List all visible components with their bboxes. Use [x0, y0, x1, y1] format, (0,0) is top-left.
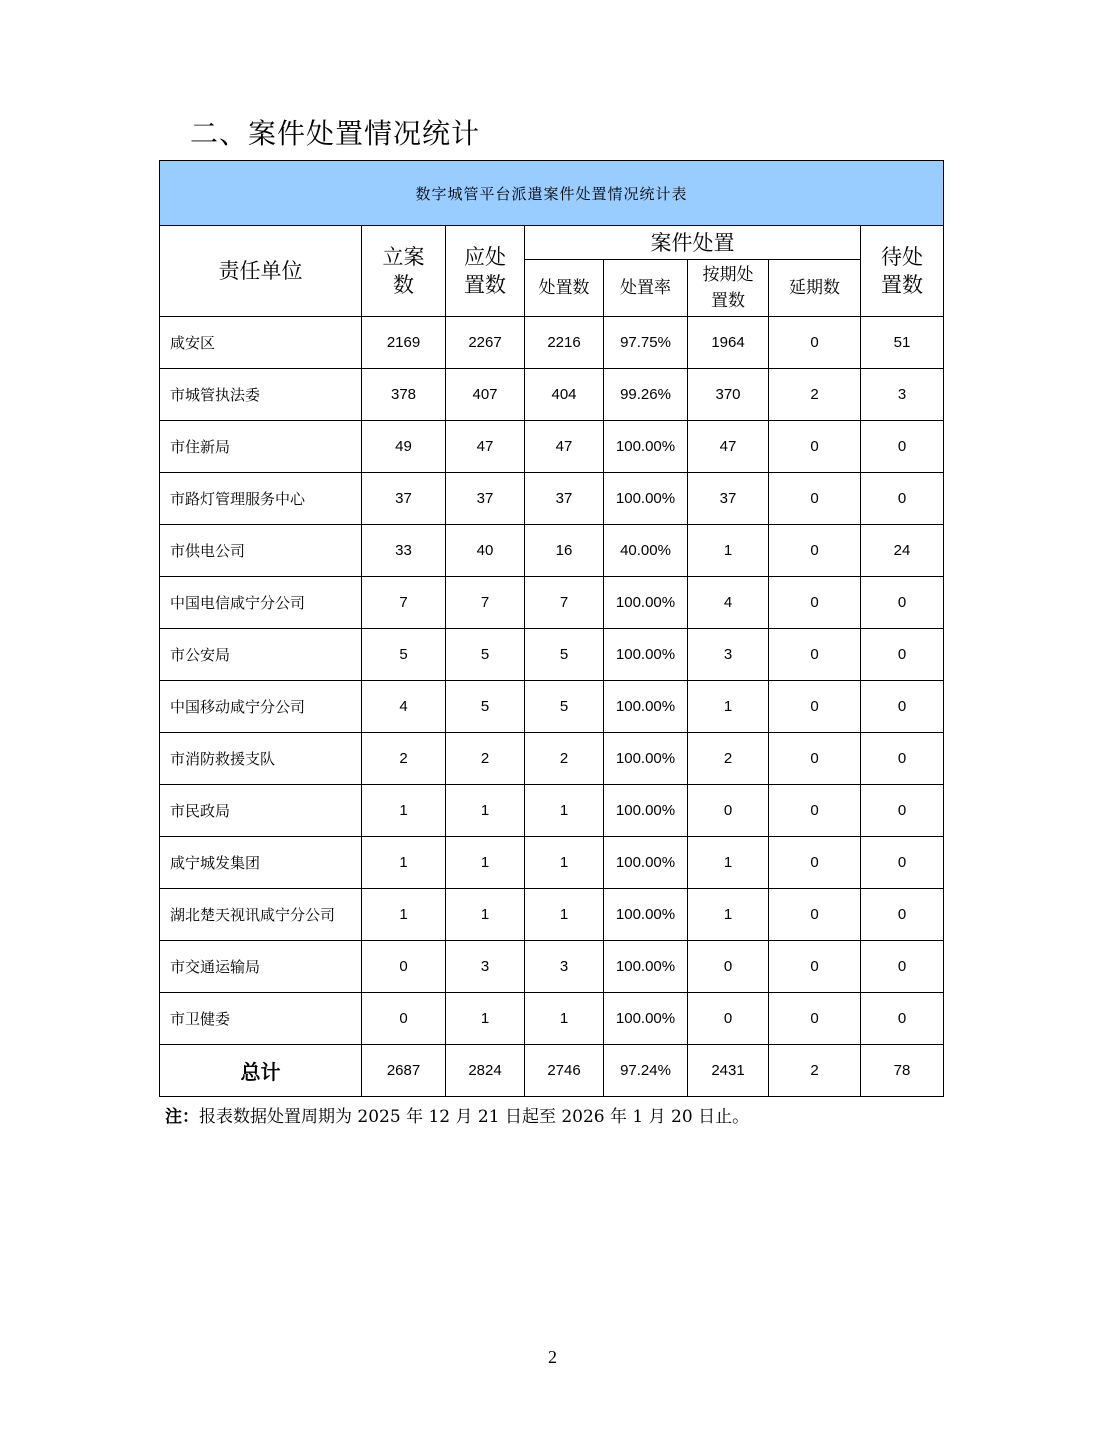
cell-rate: 100.00%: [604, 733, 688, 785]
cell-unit: 咸安区: [160, 317, 362, 369]
cell-disposed: 404: [525, 369, 604, 421]
table-row: [160, 785, 944, 837]
cell-delayed: 0: [769, 993, 861, 1045]
cell-ontime: 0: [688, 993, 769, 1045]
cell-due: 37: [446, 473, 525, 525]
cell-filed: 7: [362, 577, 446, 629]
cell-pending: 0: [861, 629, 944, 681]
cell-ontime: 1: [688, 681, 769, 733]
cell-rate: 100.00%: [604, 993, 688, 1045]
cell-delayed: 0: [769, 733, 861, 785]
cell-pending: 0: [861, 837, 944, 889]
cell-unit: 市供电公司: [160, 525, 362, 577]
cell-filed: 4: [362, 681, 446, 733]
header-due: 应处置数: [446, 226, 525, 317]
cell-disposed: 1: [525, 889, 604, 941]
cell-unit: 中国移动咸宁分公司: [160, 681, 362, 733]
cell-unit: 市交通运输局: [160, 941, 362, 993]
cell-pending: 0: [861, 941, 944, 993]
cell-disposed: 5: [525, 681, 604, 733]
cell-pending: 0: [861, 473, 944, 525]
page-number: 2: [548, 1347, 557, 1367]
cell-filed: 33: [362, 525, 446, 577]
cell-disposed: 2746: [525, 1045, 604, 1097]
table-row: [160, 941, 944, 993]
cell-delayed: 0: [769, 681, 861, 733]
cell-ontime: 47: [688, 421, 769, 473]
header-ontime: 按期处置数: [688, 260, 769, 317]
cell-due: 1: [446, 785, 525, 837]
cell-ontime: 1: [688, 889, 769, 941]
cell-pending: 24: [861, 525, 944, 577]
cell-ontime: 2431: [688, 1045, 769, 1097]
cell-pending: 0: [861, 577, 944, 629]
cell-delayed: 0: [769, 837, 861, 889]
table-row: [160, 473, 944, 525]
cell-ontime: 37: [688, 473, 769, 525]
cell-pending: 0: [861, 889, 944, 941]
cell-due: 1: [446, 993, 525, 1045]
header-disposed: 处置数: [525, 260, 604, 317]
cell-due: 5: [446, 681, 525, 733]
cell-delayed: 0: [769, 889, 861, 941]
cell-due: 2824: [446, 1045, 525, 1097]
cell-due: 47: [446, 421, 525, 473]
cell-delayed: 0: [769, 473, 861, 525]
table-body: [160, 317, 944, 1097]
cell-disposed: 1: [525, 993, 604, 1045]
cell-unit: 市民政局: [160, 785, 362, 837]
cell-due: 407: [446, 369, 525, 421]
cell-due: 5: [446, 629, 525, 681]
cell-disposed: 47: [525, 421, 604, 473]
cell-unit: 总计: [160, 1045, 362, 1097]
cell-pending: 0: [861, 993, 944, 1045]
cell-disposed: 7: [525, 577, 604, 629]
cell-disposed: 2: [525, 733, 604, 785]
cell-rate: 100.00%: [604, 889, 688, 941]
cell-due: 3: [446, 941, 525, 993]
cell-filed: 49: [362, 421, 446, 473]
cell-ontime: 1: [688, 837, 769, 889]
cell-filed: 2: [362, 733, 446, 785]
header-filed: 立案数: [362, 226, 446, 317]
cell-pending: 51: [861, 317, 944, 369]
cell-delayed: 0: [769, 577, 861, 629]
cell-rate: 100.00%: [604, 473, 688, 525]
table-row: [160, 733, 944, 785]
cell-filed: 2687: [362, 1045, 446, 1097]
cell-rate: 100.00%: [604, 577, 688, 629]
cell-disposed: 3: [525, 941, 604, 993]
cell-disposed: 37: [525, 473, 604, 525]
cell-unit: 市公安局: [160, 629, 362, 681]
cell-pending: 0: [861, 681, 944, 733]
cell-unit: 中国电信咸宁分公司: [160, 577, 362, 629]
header-disposal-group: 案件处置: [525, 226, 861, 260]
cell-delayed: 0: [769, 421, 861, 473]
cell-rate: 97.75%: [604, 317, 688, 369]
cell-filed: 0: [362, 993, 446, 1045]
cell-delayed: 0: [769, 317, 861, 369]
cell-unit: 市住新局: [160, 421, 362, 473]
cell-pending: 3: [861, 369, 944, 421]
cell-due: 40: [446, 525, 525, 577]
cell-pending: 78: [861, 1045, 944, 1097]
cell-ontime: 1: [688, 525, 769, 577]
table-row: [160, 837, 944, 889]
cell-unit: 市消防救援支队: [160, 733, 362, 785]
cell-due: 2267: [446, 317, 525, 369]
header-rate: 处置率: [604, 260, 688, 317]
cell-pending: 0: [861, 785, 944, 837]
cell-filed: 1: [362, 837, 446, 889]
footnote-text: 报表数据处置周期为 2025 年 12 月 21 日起至 2026 年 1 月 20 日止。: [199, 1107, 750, 1127]
table-row: [160, 993, 944, 1045]
cell-filed: 0: [362, 941, 446, 993]
table-row: [160, 889, 944, 941]
cell-rate: 100.00%: [604, 421, 688, 473]
cell-unit: 市卫健委: [160, 993, 362, 1045]
cell-due: 1: [446, 889, 525, 941]
header-unit: 责任单位: [160, 226, 362, 317]
table-row: [160, 577, 944, 629]
cell-pending: 0: [861, 421, 944, 473]
cell-ontime: 3: [688, 629, 769, 681]
cell-filed: 1: [362, 785, 446, 837]
cell-delayed: 0: [769, 629, 861, 681]
cell-unit: 市城管执法委: [160, 369, 362, 421]
cell-delayed: 2: [769, 1045, 861, 1097]
cell-rate: 100.00%: [604, 941, 688, 993]
table-row: [160, 681, 944, 733]
cell-rate: 40.00%: [604, 525, 688, 577]
cell-ontime: 1964: [688, 317, 769, 369]
cell-rate: 100.00%: [604, 629, 688, 681]
cell-disposed: 1: [525, 785, 604, 837]
cell-filed: 37: [362, 473, 446, 525]
cell-ontime: 0: [688, 941, 769, 993]
cell-delayed: 0: [769, 785, 861, 837]
cell-unit: 市路灯管理服务中心: [160, 473, 362, 525]
cell-unit: 咸宁城发集团: [160, 837, 362, 889]
table-row: [160, 525, 944, 577]
cell-pending: 0: [861, 733, 944, 785]
case-disposal-stats-table: [159, 160, 944, 1097]
cell-ontime: 4: [688, 577, 769, 629]
footnote-label: 注：: [165, 1107, 199, 1127]
cell-disposed: 1: [525, 837, 604, 889]
cell-disposed: 16: [525, 525, 604, 577]
cell-delayed: 0: [769, 525, 861, 577]
cell-rate: 97.24%: [604, 1045, 688, 1097]
cell-delayed: 2: [769, 369, 861, 421]
cell-rate: 99.26%: [604, 369, 688, 421]
footnote: [165, 1102, 749, 1127]
table-title: 数字城管平台派遣案件处置情况统计表: [160, 161, 944, 226]
cell-disposed: 5: [525, 629, 604, 681]
total-row: [160, 1045, 944, 1097]
table-row: [160, 369, 944, 421]
cell-filed: 1: [362, 889, 446, 941]
cell-rate: 100.00%: [604, 785, 688, 837]
cell-rate: 100.00%: [604, 681, 688, 733]
header-delayed: 延期数: [769, 260, 861, 317]
table-row: [160, 629, 944, 681]
cell-ontime: 370: [688, 369, 769, 421]
table-row: [160, 421, 944, 473]
cell-ontime: 0: [688, 785, 769, 837]
cell-delayed: 0: [769, 941, 861, 993]
cell-disposed: 2216: [525, 317, 604, 369]
cell-filed: 5: [362, 629, 446, 681]
cell-filed: 2169: [362, 317, 446, 369]
cell-rate: 100.00%: [604, 837, 688, 889]
header-pending: 待处置数: [861, 226, 944, 317]
cell-due: 1: [446, 837, 525, 889]
cell-unit: 湖北楚天视讯咸宁分公司: [160, 889, 362, 941]
cell-ontime: 2: [688, 733, 769, 785]
cell-due: 7: [446, 577, 525, 629]
cell-filed: 378: [362, 369, 446, 421]
section-heading: 二、案件处置情况统计: [190, 117, 481, 150]
cell-due: 2: [446, 733, 525, 785]
table-row: [160, 317, 944, 369]
